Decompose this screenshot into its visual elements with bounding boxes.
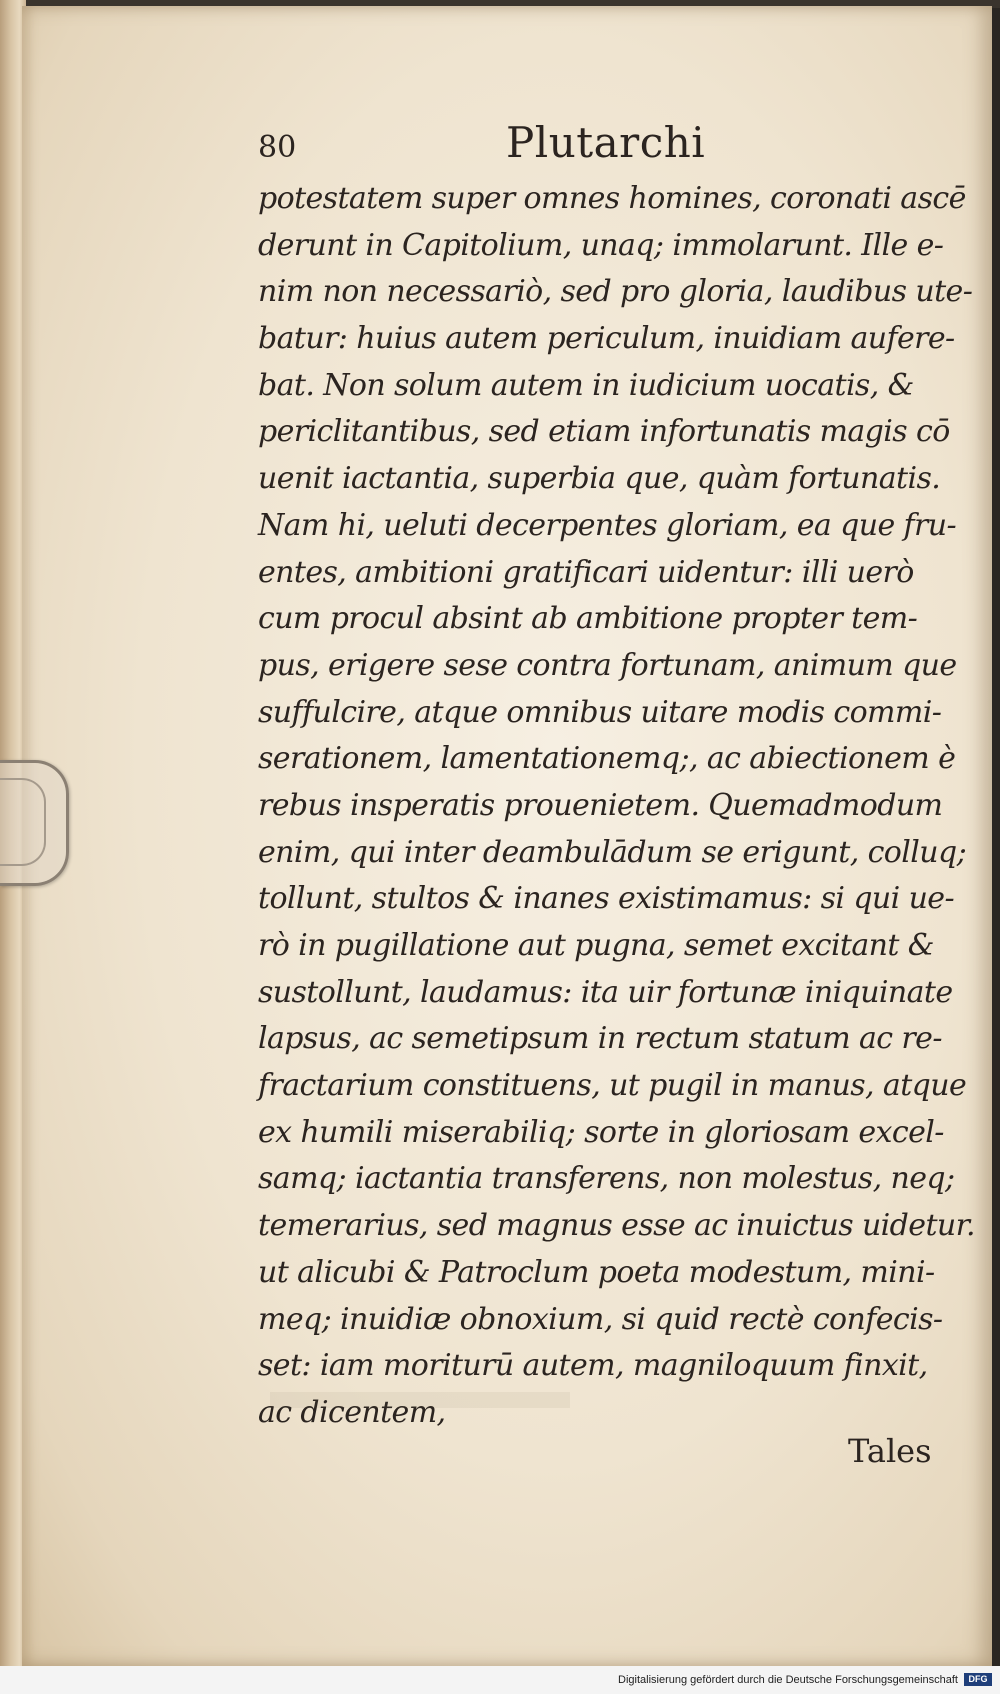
text-line: entes, ambitioni gratificari uidentur: illi uerò (258, 554, 914, 590)
page-number: 80 (258, 130, 297, 165)
text-line: sustollunt, laudamus: ita uir fortunæ iniquinate (258, 974, 953, 1010)
text-line: enim, qui inter deambulādum se erigunt, colluq; (258, 834, 967, 870)
catchword: Tales (848, 1432, 932, 1470)
text-line: ut alicubi & Patroclum poeta modestum, mini- (258, 1254, 935, 1290)
bleed-through-shadow (270, 1392, 570, 1408)
text-line: rò in pugillatione aut pugna, semet excitant & (258, 928, 934, 963)
text-line: ac dicentem, (258, 1394, 446, 1430)
text-line: bat. Non solum autem in iudicium uocatis, & (258, 367, 914, 403)
text-line: suffulcire, atque omnibus uitare modis commi- (258, 694, 942, 730)
text-line: tollunt, stultos & inanes existimamus: si qui ue- (258, 881, 954, 917)
text-line: meq; inuidiæ obnoxium, si quid rectè confecis- (258, 1301, 943, 1337)
text-line: periclitantibus, sed etiam infortunatis magis cō (258, 414, 950, 450)
text-line: pus, erigere sese contra fortunam, animum que (258, 647, 957, 683)
funding-notice: Digitalisierung gefördert durch die Deutsche Forschungsgemeinschaft (618, 1674, 958, 1686)
paper-clip-inner-loop (0, 778, 46, 866)
text-line: fractarium constituens, ut pugil in manus, atque (258, 1068, 967, 1104)
dfg-logo: DFG (964, 1673, 992, 1686)
page-header (258, 118, 918, 178)
text-line: uenit iactantia, superbia que, quàm fortunatis. (258, 461, 941, 497)
text-line: set: iam moriturū autem, magniloquum finxit, (258, 1348, 928, 1384)
text-line: ex humili miserabiliq; sorte in gloriosam excel- (258, 1114, 944, 1150)
text-line: temerarius, sed magnus esse ac inuictus uidetur. (258, 1208, 975, 1244)
text-line: Nam hi, ueluti decerpentes gloriam, ea que fru- (258, 507, 957, 543)
text-line: potestatem super omnes homines, coronati ascē (258, 181, 966, 216)
body-text (258, 176, 975, 1437)
text-line: samq; iactantia transferens, non molestus, neq; (258, 1161, 955, 1197)
text-line: lapsus, ac semetipsum in rectum statum ac re- (258, 1021, 942, 1057)
running-head: Plutarchi (506, 118, 706, 167)
text-line: rebus insperatis prouenietem. Quemadmodum (258, 787, 943, 823)
text-line: serationem, lamentationemq;, ac abiectionem è (258, 741, 956, 777)
text-line: batur: huius autem periculum, inuidiam aufere- (258, 321, 955, 357)
text-line: cum procul absint ab ambitione propter tem- (258, 601, 918, 637)
text-line: nim non necessariò, sed pro gloria, laudibus ute- (258, 274, 973, 310)
text-line: derunt in Capitolium, unaq; immolarunt. Ille e- (258, 227, 944, 263)
